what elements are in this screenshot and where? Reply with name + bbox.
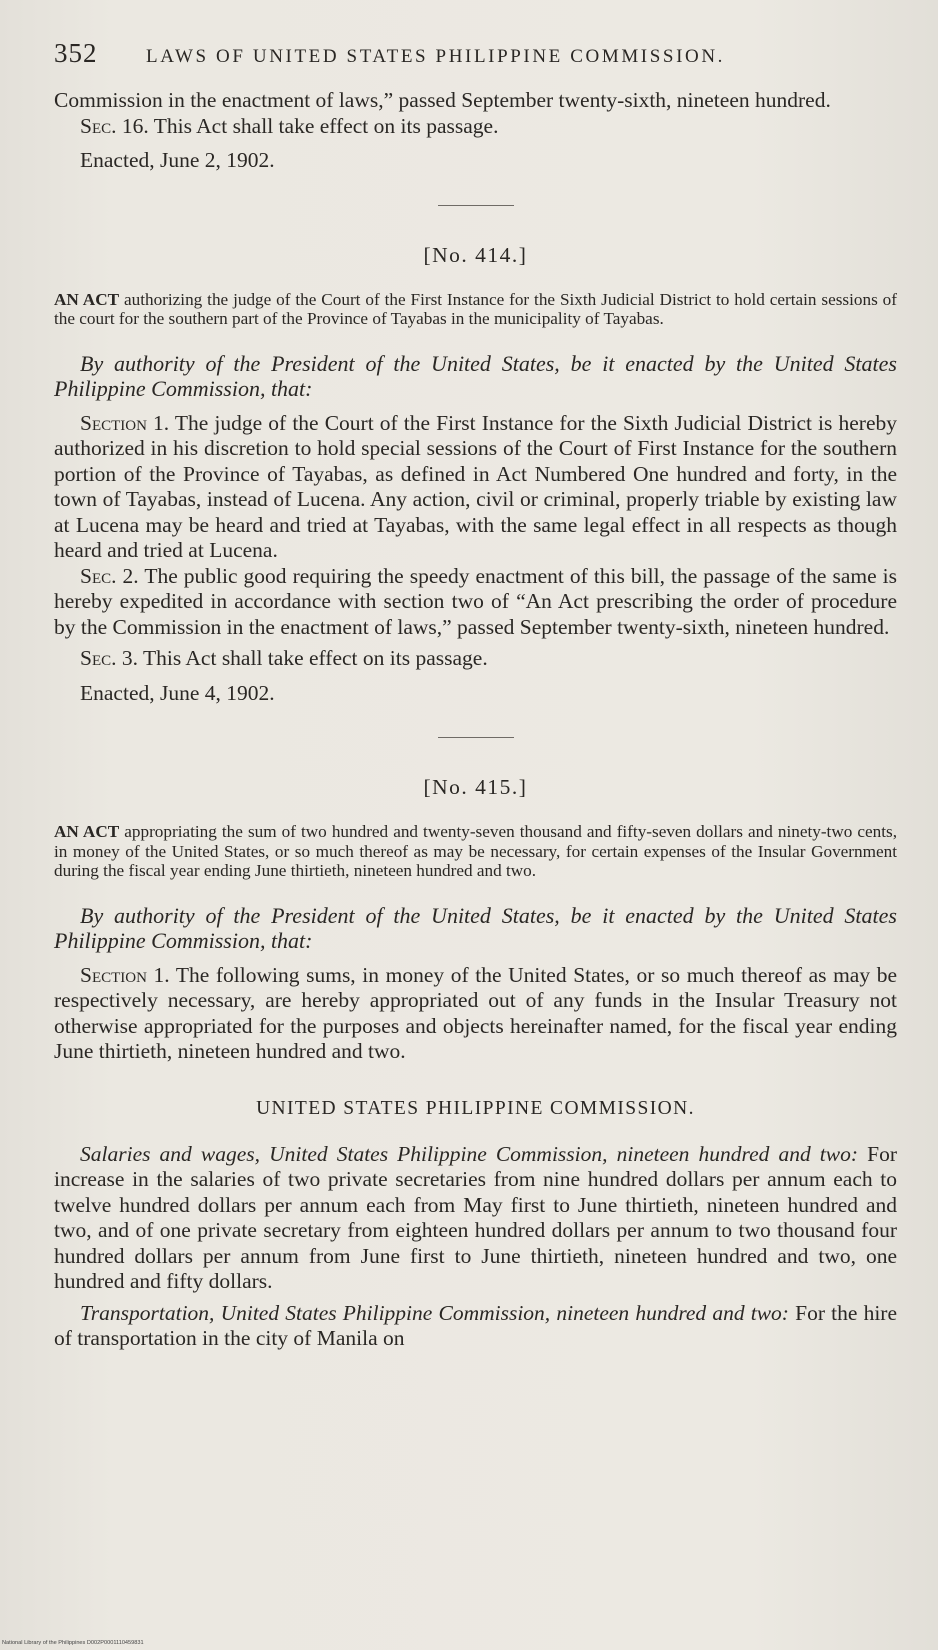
separator-rule — [438, 205, 514, 206]
section-label: Sec. 16. — [80, 113, 149, 138]
section-text: The judge of the Court of the First Instance for the Sixth Judicial District is hereby authorized in his discretion to hold special sessions of the Court of First Instance for the southern portion of the Province of Tayabas, as defined in Act Numbered One hundred and forty, in the town of Tayabas, instead of Lucena. Any action, civil or criminal, properly triable by existing law at Lucena may be heard and tried at Tayabas, with the same legal effect in all respects as though heard and tried at Lucena. — [54, 410, 898, 562]
item-text: For the hire of transportation in the city of Manila on — [54, 1300, 897, 1350]
item-heading: Salaries and wages, United States Philippine Commission, nineteen hundred and two: — [80, 1141, 859, 1166]
section-label: Sec. 2. — [80, 563, 139, 588]
act-number: [No. 415.] — [423, 775, 528, 799]
section-16 — [54, 114, 897, 140]
act-title — [54, 822, 897, 881]
running-head — [54, 38, 897, 72]
transportation-paragraph — [54, 1301, 897, 1352]
page-number: 352 — [54, 38, 98, 68]
section-3 — [54, 646, 897, 672]
act-title-text: authorizing the judge of the Court of the First Instance for the Sixth Judicial District to hold certain sessions of the court for the southern part of the Province of Tayabas in the municipality of Tayabas. — [54, 289, 897, 328]
section-text: The following sums, in money of the United States, or so much thereof as may be respectively necessary, are hereby appropriated out of any funds in the Insular Treasury not otherwise appropriated for the purposes and objects hereinafter named, for the fiscal year ending June thirtieth, nineteen hundred and two. — [54, 962, 897, 1063]
section-text: The public good requiring the speedy enactment of this bill, the passage of the same is hereby expedited in accordance with section two of “An Act prescribing the order of procedure by the Commission in the enactment of laws,” passed September twenty-sixth, nineteen hundred. — [54, 563, 898, 639]
section-2 — [54, 564, 897, 641]
enacted-line: Enacted, June 2, 1902. — [80, 148, 275, 172]
act-title-lead: AN ACT — [54, 289, 120, 309]
section-text: This Act shall take effect on its passage. — [148, 113, 499, 138]
act-title-text: appropriating the sum of two hundred and twenty-seven thousand and fifty-seven dollars and ninety-two cents, in money of the United States, or so much thereof as may be necessary, for certain expenses of the Insular Government during the fiscal year ending June thirtieth, nineteen hundred and two. — [54, 822, 897, 880]
section-1 — [54, 963, 897, 1065]
continued-paragraph: Commission in the enactment of laws,” passed September twenty-sixth, nineteen hundred. — [54, 88, 831, 112]
enacting-clause: By authority of the President of the United States, be it enacted by the United States Philippine Commission, that: — [54, 350, 897, 401]
act-number: [No. 414.] — [423, 242, 528, 267]
enacting-clause: By authority of the President of the United States, be it enacted by the United States Philippine Commission, that: — [54, 902, 897, 953]
salaries-paragraph — [54, 1142, 897, 1295]
item-heading: Transportation, United States Philippine Commission, nineteen hundred and two: — [80, 1300, 789, 1325]
scan-footer: National Library of the Philippines D002P0001110459831 — [2, 1640, 144, 1646]
section-1 — [54, 411, 897, 564]
separator-rule — [438, 737, 514, 738]
running-title: LAWS OF UNITED STATES PHILIPPINE COMMISSION. — [146, 46, 725, 67]
section-label: Section 1. — [80, 962, 170, 987]
item-text: For increase in the salaries of two private secretaries from nine hundred dollars per annum each to twelve hundred dollars per annum each from May first to June thirtieth, nineteen hundred and two, and of one private secretary from eighteen hundred dollars per annum to two thousand four hundred dollars per annum from June first to June thirtieth, nineteen hundred and two, one hundred and fifty dollars. — [54, 1141, 897, 1293]
act-title — [54, 290, 897, 329]
enacted-line: Enacted, June 4, 1902. — [80, 680, 275, 705]
section-label: Section 1. — [80, 410, 170, 435]
section-heading: UNITED STATES PHILIPPINE COMMISSION. — [256, 1097, 695, 1119]
act-title-lead: AN ACT — [54, 822, 120, 841]
page-content — [54, 38, 897, 1352]
section-label: Sec. 3. — [80, 646, 138, 670]
section-text: This Act shall take effect on its passage. — [138, 646, 488, 670]
